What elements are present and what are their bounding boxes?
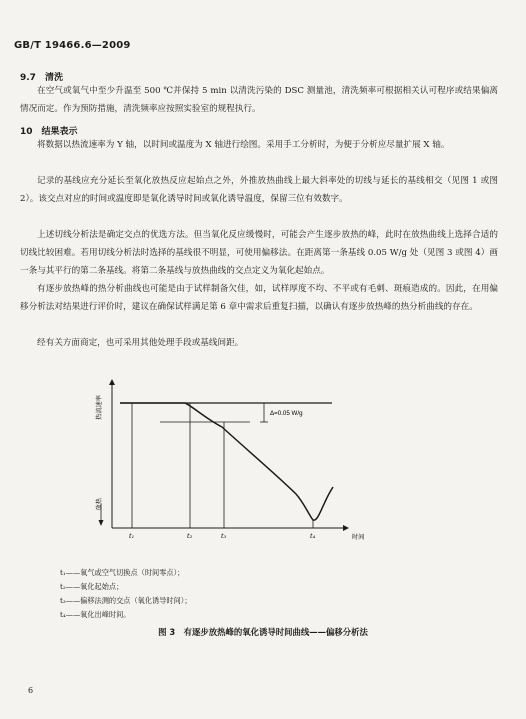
tick-t2: t₂ (187, 532, 193, 540)
page-number: 6 (28, 686, 34, 695)
legend-t1: t₁——氧气或空气切换点（时间零点）； (60, 568, 185, 577)
paragraph-other-methods: 经有关方面商定，也可采用其他处理手段或基线间距。 (37, 338, 244, 348)
paragraph-axes: 将数据以热流速率为 Y 轴，以时间或温度为 X 轴进行绘图。采用手工分析时，为便于分析应尽量扩展 X 轴。 (37, 140, 450, 150)
paragraph-baseline-tangent: 记录的基线应充分延长至氧化放热反应起始点之外，外推放热曲线上最大斜率处的切线与延长的基线相交（见图 1 或图 2）。该交点对应的时间或温度即是氧化诱导时间或氧化诱导温度，保留三位有效数字。 (20, 176, 498, 204)
figure-caption: 图 3 有逐步放热峰的氧化诱导时间曲线——偏移分析法 (158, 627, 368, 637)
exothermic-curve (120, 403, 333, 520)
y-axis-label-heat-flow: 热流速率 (96, 395, 103, 420)
section-10-title: 10 结果表示 (20, 127, 78, 137)
legend-t3: t₃——偏移法测的交点（氧化诱导时间）； (60, 596, 192, 605)
tick-t3: t₃ (221, 532, 227, 540)
x-axis-label: 时间 (352, 534, 365, 541)
tick-t1: t₁ (129, 532, 135, 540)
standard-code-header: GB/T 19466.6—2009 (14, 40, 131, 51)
delta-label: Δ=0.05 W/g (270, 410, 303, 417)
legend-t4: t₄——氧化出峰时间。 (60, 610, 131, 619)
legend-t2: t₂——氧化起始点； (60, 582, 124, 591)
paragraph-sample-preparation: 有逐步放热峰的热分析曲线也可能是由于试样制备欠佳，如，试样厚度不均、不平或有毛刺、斑痕造成的。因此，在用偏移分析法对结果进行评价时，建议在确保试样满足第 6 章中需求后重复扫描，以确认有逐步放热峰的热分析曲线的存在。 (20, 284, 498, 312)
section-9-7-title: 9.7 清洗 (20, 73, 63, 83)
section-9-7-paragraph: 在空气或氧气中至少升温至 500 ℃并保持 5 min 以清洗污染的 DSC 测量池，清洗频率可根据相关认可程序或结果偏离情况而定。作为预防措施，清洗频率应按照实验室的规程执行。 (20, 86, 498, 114)
paragraph-offset-method: 上述切线分析法是确定交点的优选方法。但当氧化反应缓慢时，可能会产生逐步放热的峰，此时在放热曲线上选择合适的切线比较困难。若用切线分析法时选择的基线很不明显，可使用偏移法。在距离第一条基线 0.05 W/g 处（见图 3 或图 4）画一条与其平行的第二条基线。将第二条基线与放热曲线的交点定义为氧化起始点。 (20, 230, 498, 276)
tick-t4: t₄ (310, 532, 316, 540)
y-axis-label-exotherm: 放热 (96, 498, 103, 511)
